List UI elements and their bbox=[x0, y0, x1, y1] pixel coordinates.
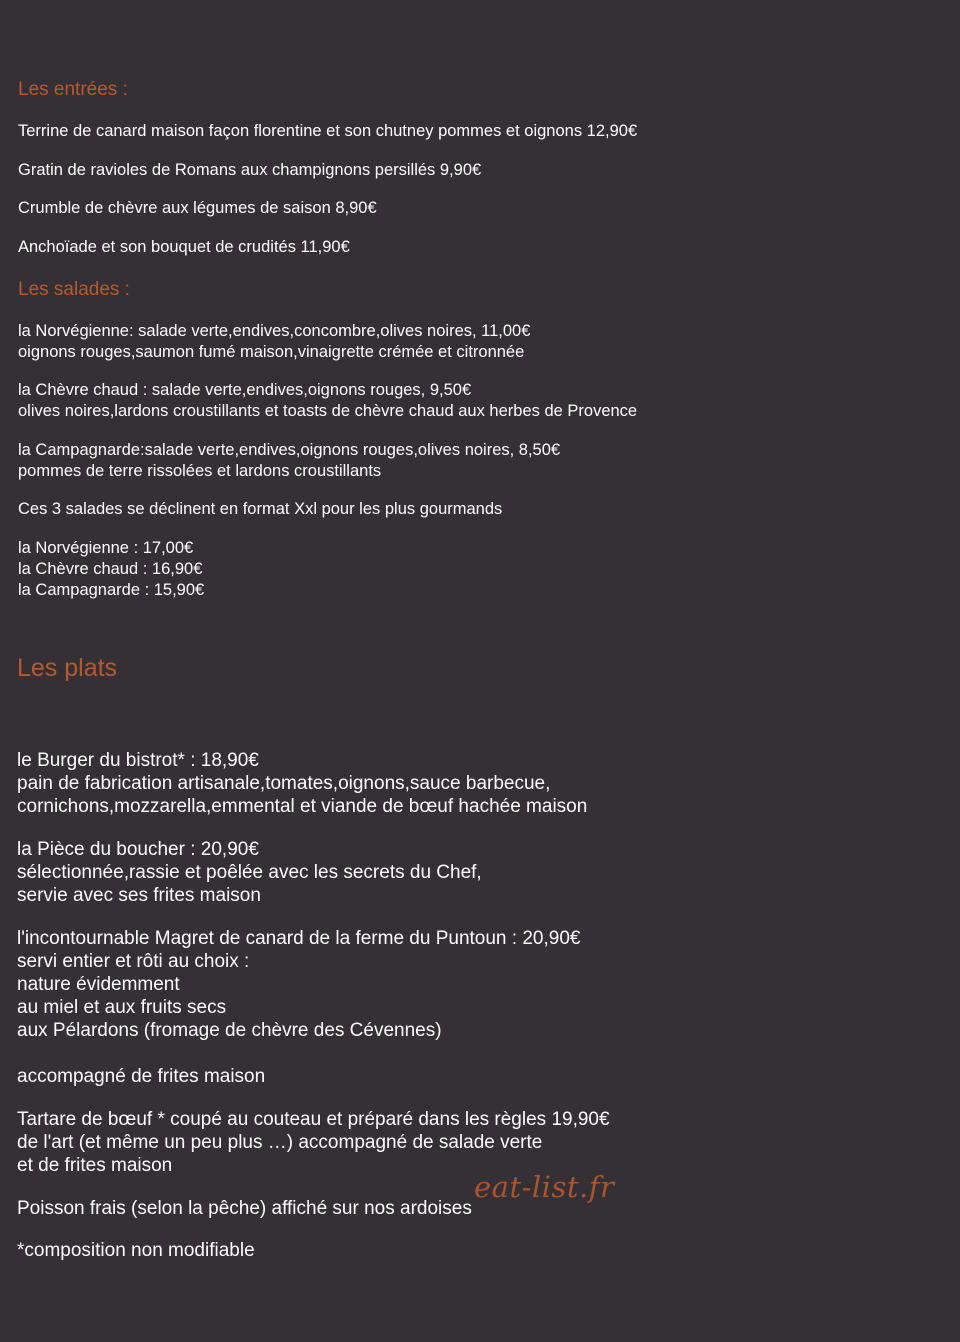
magret-desc: servi entier et rôti au choix : bbox=[17, 951, 250, 972]
salades-heading: Les salades : bbox=[18, 279, 130, 300]
piece-desc: servie avec ses frites maison bbox=[17, 885, 261, 906]
composition-footnote: *composition non modifiable bbox=[17, 1240, 255, 1261]
piece-desc: sélectionnée,rassie et poêlée avec les secrets du Chef, bbox=[17, 862, 482, 883]
salade-campagnarde-line2: pommes de terre rissolées et lardons croustillants bbox=[18, 462, 382, 480]
magret-title: l'incontournable Magret de canard de la ferme du Puntoun : 20,90€ bbox=[17, 928, 581, 949]
plats-heading: Les plats bbox=[17, 654, 118, 682]
tartare-desc: de l'art (et même un peu plus …) accompagné de salade verte bbox=[17, 1132, 543, 1153]
salade-chevre-line1: la Chèvre chaud : salade verte,endives,oignons rouges, 9,50€ bbox=[18, 381, 472, 399]
entree-item: Gratin de ravioles de Romans aux champignons persillés 9,90€ bbox=[18, 161, 482, 179]
salade-chevre-line2: olives noires,lardons croustillants et toasts de chèvre chaud aux herbes de Provence bbox=[18, 402, 638, 420]
salade-campagnarde-line1: la Campagnarde:salade verte,endives,oignons rouges,olives noires, 8,50€ bbox=[18, 441, 561, 459]
tartare-desc: et de frites maison bbox=[17, 1155, 173, 1176]
magret-desc: aux Pélardons (fromage de chèvre des Cévennes) bbox=[17, 1020, 442, 1041]
magret-desc: au miel et aux fruits secs bbox=[17, 997, 227, 1018]
xxl-price: la Campagnarde : 15,90€ bbox=[18, 581, 205, 599]
watermark-logo: eat-list.fr bbox=[474, 1170, 615, 1204]
xxl-price: la Norvégienne : 17,00€ bbox=[18, 539, 194, 557]
entrees-heading: Les entrées : bbox=[18, 79, 128, 100]
tartare-title: Tartare de bœuf * coupé au couteau et préparé dans les règles 19,90€ bbox=[17, 1109, 610, 1130]
burger-title: le Burger du bistrot* : 18,90€ bbox=[17, 750, 259, 771]
entree-item: Anchoïade et son bouquet de crudités 11,90€ bbox=[18, 238, 350, 256]
magret-desc: nature évidemment bbox=[17, 974, 180, 995]
entree-item: Terrine de canard maison façon florentine et son chutney pommes et oignons 12,90€ bbox=[18, 122, 638, 140]
poisson-item: Poisson frais (selon la pêche) affiché sur nos ardoises bbox=[17, 1198, 472, 1219]
piece-title: la Pièce du boucher : 20,90€ bbox=[17, 839, 259, 860]
burger-desc: pain de fabrication artisanale,tomates,oignons,sauce barbecue, bbox=[17, 773, 551, 794]
entree-item: Crumble de chèvre aux légumes de saison 8,90€ bbox=[18, 199, 377, 217]
burger-desc: cornichons,mozzarella,emmental et viande de bœuf hachée maison bbox=[17, 796, 588, 817]
xxl-note: Ces 3 salades se déclinent en format Xxl pour les plus gourmands bbox=[18, 500, 503, 518]
salade-norvegienne-line1: la Norvégienne: salade verte,endives,concombre,olives noires, 11,00€ bbox=[18, 322, 531, 340]
xxl-price: la Chèvre chaud : 16,90€ bbox=[18, 560, 203, 578]
salade-norvegienne-line2: oignons rouges,saumon fumé maison,vinaigrette crémée et citronnée bbox=[18, 343, 525, 361]
accompagne-note: accompagné de frites maison bbox=[17, 1066, 266, 1087]
